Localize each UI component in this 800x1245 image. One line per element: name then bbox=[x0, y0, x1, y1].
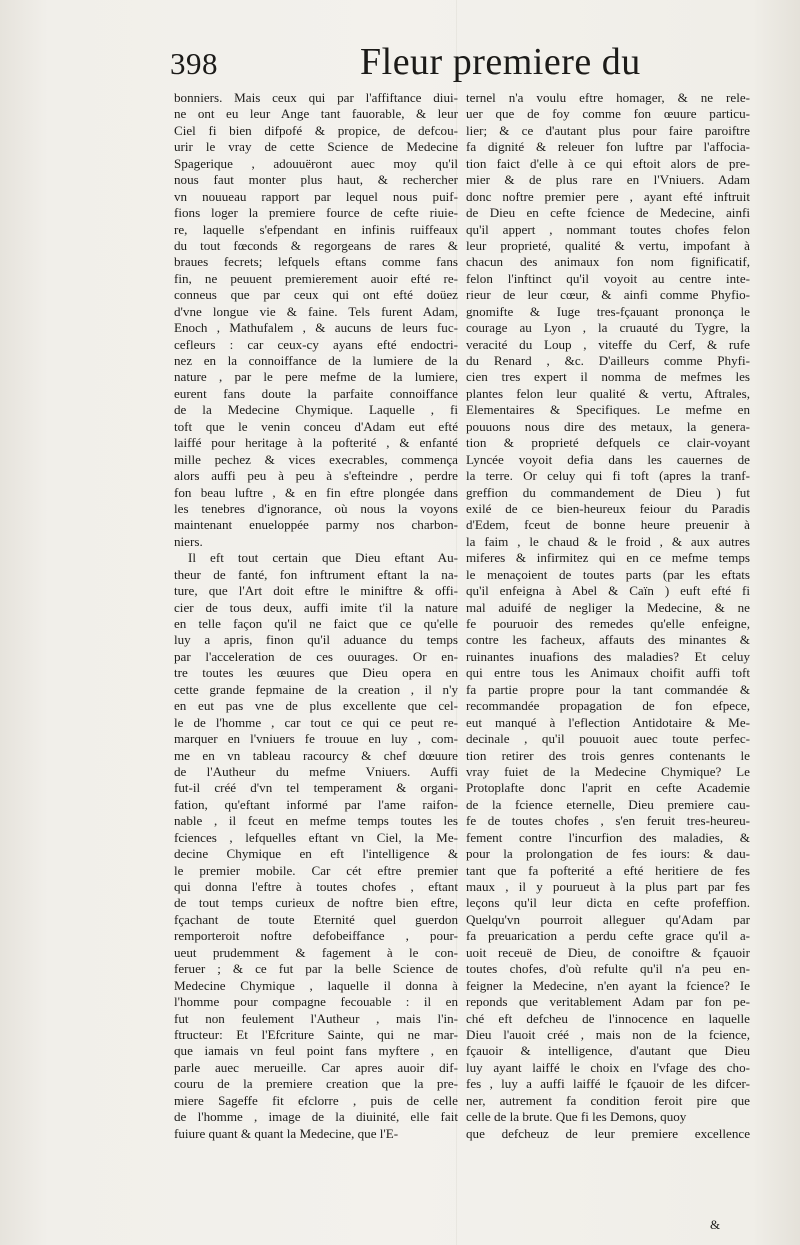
text-line: Medecine Chymique , laquelle il donna à bbox=[174, 977, 458, 993]
text-line: de l'homme , image de la diuinité, elle fait bbox=[174, 1109, 458, 1125]
text-line: bonniers. Mais ceux qui par l'affiftance diui- bbox=[174, 90, 458, 105]
text-line: maux , il y pourueut à la plus part par fes bbox=[466, 879, 750, 894]
text-line: niers. bbox=[174, 533, 203, 549]
text-line: cier de tous deux, auffi imite t'il la nature bbox=[174, 599, 458, 615]
text-line: fement contre l'incurfion des maladies, & bbox=[466, 829, 750, 845]
text-line: les tenebres d'ignorance, où nous la voyons bbox=[174, 500, 458, 516]
text-line: Lyncée voyoit defia dans les cauernes de bbox=[466, 451, 750, 467]
text-line: uoit receuë de Dieu, de conoiftre & fçauoir bbox=[466, 944, 750, 960]
text-line: tant que fa pofterité a efté heritiere de fes bbox=[466, 862, 750, 878]
text-line: urir le vray de cette Science de Medecine bbox=[174, 139, 458, 155]
text-line: Spagerique , adouuëront auec moy qu'il bbox=[174, 155, 458, 171]
text-line: fut-il créé d'vn tel temperament & organi- bbox=[174, 780, 458, 796]
text-line: fation, qu'eftant informé par l'ame raifon- bbox=[174, 796, 458, 812]
text-line: fut non feulement l'Autheur , mais l'in- bbox=[174, 1010, 458, 1026]
text-line: ternel n'a voulu eftre homager, & ne rele- bbox=[466, 90, 750, 105]
text-line: rieur de leur cœur, & ainfi comme Phyfio- bbox=[466, 287, 750, 303]
text-line: Dieu l'auoit créé , mais non de la fcience, bbox=[466, 1026, 750, 1042]
text-line: feigner la Medecine, n'en ayant la fcience? Ie bbox=[466, 977, 750, 993]
text-line: mal aduifé de negliger la Medecine, & ne bbox=[466, 599, 750, 615]
text-line: pour la prolongation de fes iours: & dau- bbox=[466, 846, 750, 862]
text-line: le de l'homme , car tout ce qui ce peut re- bbox=[174, 714, 458, 730]
text-line: Ciel fi bien difpofé & propice, de defcou- bbox=[174, 122, 458, 138]
text-line: de tout temps curieux de noftre bien eftre, bbox=[174, 895, 458, 911]
text-line: Protoplafte donc l'aprit en cefte Academie bbox=[466, 780, 750, 796]
text-line: qu'il appert , nommant toutes chofes felon bbox=[466, 221, 750, 237]
text-line: feruer ; & ce fut par la belle Science de bbox=[174, 961, 458, 977]
text-line: qui donna l'eftre à toutes chofes , eftant bbox=[174, 879, 458, 894]
text-line: fa partie propre pour la tant commandée & bbox=[466, 681, 750, 697]
text-line: fe de toutes chofes , s'en feruit tres-heureu- bbox=[466, 813, 750, 829]
text-line: Quelqu'vn pourroit alleguer qu'Adam par bbox=[466, 911, 750, 927]
text-line: ne ont eu leur Ange tant fauorable, & leur bbox=[174, 106, 458, 122]
text-line: luy ayant laiffé le choix en l'vfage des cho- bbox=[466, 1059, 750, 1075]
text-line: recommandée propagation de fon efpece, bbox=[466, 698, 750, 714]
text-line: eurent fans doute la parfaite connoiffance bbox=[174, 385, 458, 401]
text-line: la terre. Or celuy qui fi toft (apres la tranf- bbox=[466, 468, 750, 484]
text-line: fçauoir & intelligence, d'autant que Dieu bbox=[466, 1043, 750, 1059]
text-line: du Renard , &c. D'ailleurs comme Phyfi- bbox=[466, 353, 750, 368]
text-line: luy a apris, finon qu'il aduance du temps bbox=[174, 632, 458, 648]
text-line: fa preuarication a perdu cefte grace qu'il a- bbox=[466, 928, 750, 944]
text-line: reponds que veritablement Adam par fon pe- bbox=[466, 994, 750, 1010]
text-line: vray fuiet de la Medecine Chymique? Le bbox=[466, 763, 750, 779]
text-line: en eut pas vne de plus excellente que cel- bbox=[174, 698, 458, 714]
text-line: decine Chymique en eft l'intelligence & bbox=[174, 846, 458, 862]
text-line: de Dieu en cefte fcience de Medecine, ainfi bbox=[466, 205, 750, 221]
text-line: que defcheuz de leur premiere excellence bbox=[466, 1125, 750, 1141]
text-line: uer que de foy comme fon œuure particu- bbox=[466, 106, 750, 122]
running-title: Fleur premiere du bbox=[360, 41, 641, 83]
text-line: fuiure quant & quant la Medecine, que l'E- bbox=[174, 1125, 399, 1141]
text-line: toutes chofes, d'où refulte qu'il n'a peu en- bbox=[466, 961, 750, 977]
text-line: tre toutes les œuures que Dieu opera en bbox=[174, 665, 458, 681]
text-line: la faim , le chaud & le froid , & aux autres bbox=[466, 533, 750, 549]
text-line: le premier mobile. Car cét eftre premier bbox=[174, 862, 458, 878]
text-line: tion & proprieté defquels ce clair-voyant bbox=[466, 435, 750, 451]
text-line: ner, autrement fa condition feroit pire que bbox=[466, 1092, 750, 1108]
text-line: le menaçoient de toutes parts (par les eftats bbox=[466, 566, 750, 582]
text-line: fin, ne peuuent premierement auoir efté re- bbox=[174, 270, 458, 286]
text-line: cien tres expert il nomma de mefmes les bbox=[466, 369, 750, 385]
text-line: ueut prudemment & fagement à le con- bbox=[174, 944, 458, 960]
text-line: de la fcience eternelle, Dieu premiere cau- bbox=[466, 796, 750, 812]
text-line: re, laquelle s'efpendant en infinis ruiffeaux bbox=[174, 221, 458, 237]
text-line: eut manqué à l'eflection Antidotaire & Me- bbox=[466, 714, 750, 730]
text-line: greffion du commandement de Dieu ) fut bbox=[466, 484, 750, 500]
text-line: exilé de ce bien-heureux feiour du Paradis bbox=[466, 500, 750, 516]
page-number: 398 bbox=[170, 46, 218, 81]
text-column-left bbox=[174, 90, 458, 1142]
text-line: maintenant enueloppée parmy nos charbon- bbox=[174, 517, 458, 533]
text-line: chacun des animaux fon nom fignificatif, bbox=[466, 254, 750, 270]
text-line: qui entre tous les Animaux choifit auffi toft bbox=[466, 665, 750, 681]
text-line: parle auec merueille. Car apres auoir dif- bbox=[174, 1059, 458, 1075]
text-line: leçons qu'il leur dicta en cefte profeffion. bbox=[466, 895, 750, 911]
text-line: laiffé pour heritage à la pofterité , & enfanté bbox=[174, 435, 458, 451]
text-line: ture, que l'Art doit eftre le miniftre & offi- bbox=[174, 583, 458, 599]
text-line: pouuons nous dire des metaux, la genera- bbox=[466, 418, 750, 434]
text-line: qu'il enfeigna à Abel & Caïn ) euft efté fi bbox=[466, 583, 750, 599]
text-line: par l'acceleration de ces ouurages. Or en- bbox=[174, 648, 458, 664]
text-line: braues fecrets; lefquels eftans comme fans bbox=[174, 254, 458, 270]
text-line: de la Medecine Chymique. Laquelle , fi bbox=[174, 402, 458, 418]
text-line: que iamais vn feul point fans myftere , en bbox=[174, 1043, 458, 1059]
text-line: celle de la brute. Que fi les Demons, quoy bbox=[466, 1109, 687, 1125]
text-line: donc noftre premier pere , ayant efté inftruit bbox=[466, 188, 750, 204]
text-line: alors auffi peu à peu à s'efteindre , perdre bbox=[174, 468, 458, 484]
text-line: mier & de plus rare en l'Vniuers. Adam bbox=[466, 172, 750, 188]
text-line: fciences , lefquelles eftant vn Ciel, la Me- bbox=[174, 829, 458, 845]
catchword: & bbox=[710, 1217, 721, 1232]
text-line: Enoch , Mathufalem , & aucuns de leurs fuc- bbox=[174, 320, 458, 336]
text-line: tion faict d'elle à ce qui eftoit alors de pre- bbox=[466, 155, 750, 171]
text-line: remporteroit noftre defobeiffance , pour- bbox=[174, 928, 458, 944]
text-line: tion retirer des trois genres contenants le bbox=[466, 747, 750, 763]
text-line: contre les facheux, affauts des minantes & bbox=[466, 632, 750, 648]
text-line: vn nouueau rapport par lequel nous puif- bbox=[174, 188, 458, 204]
text-line: fions loger la premiere fource de cefte riuie- bbox=[174, 205, 458, 221]
text-line: Elementaires & Specifiques. Le mefme en bbox=[466, 402, 750, 418]
text-line: me en vn tableau racourcy & chef dœuure bbox=[174, 747, 458, 763]
text-line: fon beau luftre , & en fin eftre plongée dans bbox=[174, 484, 458, 500]
text-line: ché eft defcheu de l'innocence en laquelle bbox=[466, 1010, 750, 1026]
page-header bbox=[170, 40, 730, 90]
text-line: miere Sageffe fit efclorre , puis de celle bbox=[174, 1092, 458, 1108]
text-line: d'Edem, fceut de bonne heure preuenir à bbox=[466, 517, 750, 533]
text-line: nable , il fceut en mefme temps toutes les bbox=[174, 813, 458, 829]
text-line: decinale , qu'il pouuoit auec toute perfec- bbox=[466, 731, 750, 747]
text-line: Il eft tout certain que Dieu eftant Au- bbox=[188, 550, 458, 566]
text-line: theur de fanté, fon inftrument eftant la na- bbox=[174, 566, 458, 582]
text-line: en telle façon qu'il ne faict que ce qu'elle bbox=[174, 616, 458, 631]
text-line: gnomifte & Iuge tres-fçauant prononça le bbox=[466, 303, 750, 319]
text-line: felon l'inftinct qu'il voyoit au centre inte- bbox=[466, 270, 750, 286]
text-line: lier; & ce d'autant plus pour faire paroiftre bbox=[466, 122, 750, 138]
text-line: couru de la premiere creation que la pre- bbox=[174, 1076, 458, 1092]
text-line: nez en la connoiffance de la lumiere de la bbox=[174, 353, 458, 368]
text-line: du tout fœconds & regorgeans de rares & bbox=[174, 237, 458, 253]
text-line: cette grande fepmaine de la creation , il n'y bbox=[174, 681, 458, 697]
text-line: courage au Lyon , la cruauté du Tygre, la bbox=[466, 320, 750, 336]
text-line: fa dignité & releuer fon luftre par l'affocia- bbox=[466, 139, 750, 155]
text-line: ftructeur: Et l'Efcriture Sainte, qui ne mar- bbox=[174, 1026, 458, 1042]
text-line: fçachant de toute Eternité quel guerdon bbox=[174, 911, 458, 927]
text-line: ruinantes inuafions des maladies? Et celuy bbox=[466, 648, 750, 664]
text-line: marquer en l'vniuers fe trouue en luy , com- bbox=[174, 731, 458, 747]
text-line: toft que le venin conceu d'Adam eut efté bbox=[174, 418, 458, 434]
text-line: leur proprieté, qualité & vertu, impofant à bbox=[466, 237, 750, 253]
text-column-right bbox=[466, 90, 750, 1142]
text-line: l'homme pour compagne fecouable : il en bbox=[174, 994, 458, 1010]
text-line: miferes & infirmitez qui en ce mefme temps bbox=[466, 550, 750, 566]
text-line: de l'Autheur du mefme Vniuers. Auffi bbox=[174, 763, 458, 779]
text-line: fes , luy a auffi laiffé le fçauoir de les difcer- bbox=[466, 1076, 750, 1092]
text-line: d'vne longue vie & faine. Tels furent Adam, bbox=[174, 303, 458, 319]
text-line: plantes felon leur qualité & vertu, Aftrales, bbox=[466, 385, 750, 401]
text-line: nous faut monter plus haut, & rechercher bbox=[174, 172, 458, 188]
text-line: conneus que par ceux qui ont efté doüez bbox=[174, 287, 458, 303]
text-line: veracité du Loup , viteffe du Cerf, & rufe bbox=[466, 336, 750, 352]
text-line: cefleurs : car ceux-cy ayans efté endoctri- bbox=[174, 336, 458, 352]
text-line: mille pechez & vices execrables, commença bbox=[174, 451, 458, 467]
text-line: fe pouruoir des remedes qu'elle enfeigne, bbox=[466, 616, 750, 631]
text-line: nature , par le pere mefme de la lumiere, bbox=[174, 369, 458, 385]
